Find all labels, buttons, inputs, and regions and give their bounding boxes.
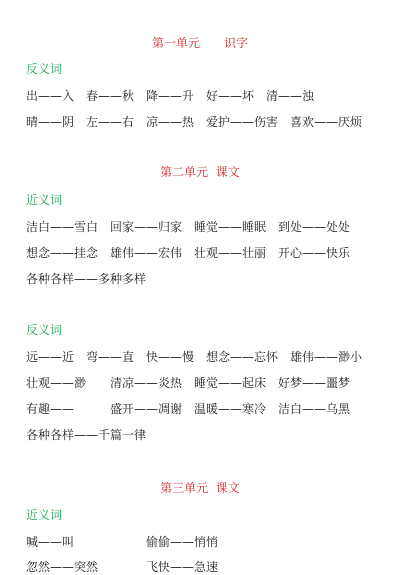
unit2-synonyms-line-3: 各种各样——多种多样 — [26, 272, 147, 286]
unit3-synonyms-line-2: 忽然——突然 飞快——急速 — [26, 560, 219, 574]
unit2-antonyms-label: 反义词 — [26, 323, 63, 337]
unit1-title: 第一单元 识字 — [151, 36, 248, 50]
unit3-synonyms-label: 近义词 — [26, 508, 63, 522]
unit2-synonyms-line-2: 想念——挂念 雄伟——宏伟 壮观——壮丽 开心——快乐 — [26, 246, 351, 260]
unit2-antonyms-line-3: 有趣—— 盛开——凋谢 温暖——寒冷 洁白——乌黑 — [26, 402, 351, 416]
unit2-antonyms-line-4: 各种各样——千篇一律 — [26, 428, 147, 442]
unit1-antonyms-line-1: 出——入 春——秋 降——升 好——坏 清——浊 — [26, 89, 315, 103]
unit2-synonyms-label: 近义词 — [26, 193, 63, 207]
unit1-antonyms-line-2: 晴——阴 左——右 凉——热 爱护——伤害 喜欢——厌烦 — [26, 115, 363, 129]
unit3-title: 第三单元 课文 — [160, 481, 240, 495]
unit2-title: 第二单元 课文 — [160, 165, 240, 179]
unit2-antonyms-line-1: 远——近 弯——直 快——慢 想念——忘怀 雄伟——渺小 — [26, 350, 363, 364]
unit1-antonyms-label: 反义词 — [26, 62, 63, 76]
unit2-synonyms-line-1: 洁白——雪白 回家——归家 睡觉——睡眠 到处——处处 — [26, 220, 351, 234]
unit2-antonyms-line-2: 壮观——渺 清凉——炎热 睡觉——起床 好梦——噩梦 — [26, 376, 351, 390]
unit3-synonyms-line-1: 喊——叫 偷偷——悄悄 — [26, 535, 219, 549]
